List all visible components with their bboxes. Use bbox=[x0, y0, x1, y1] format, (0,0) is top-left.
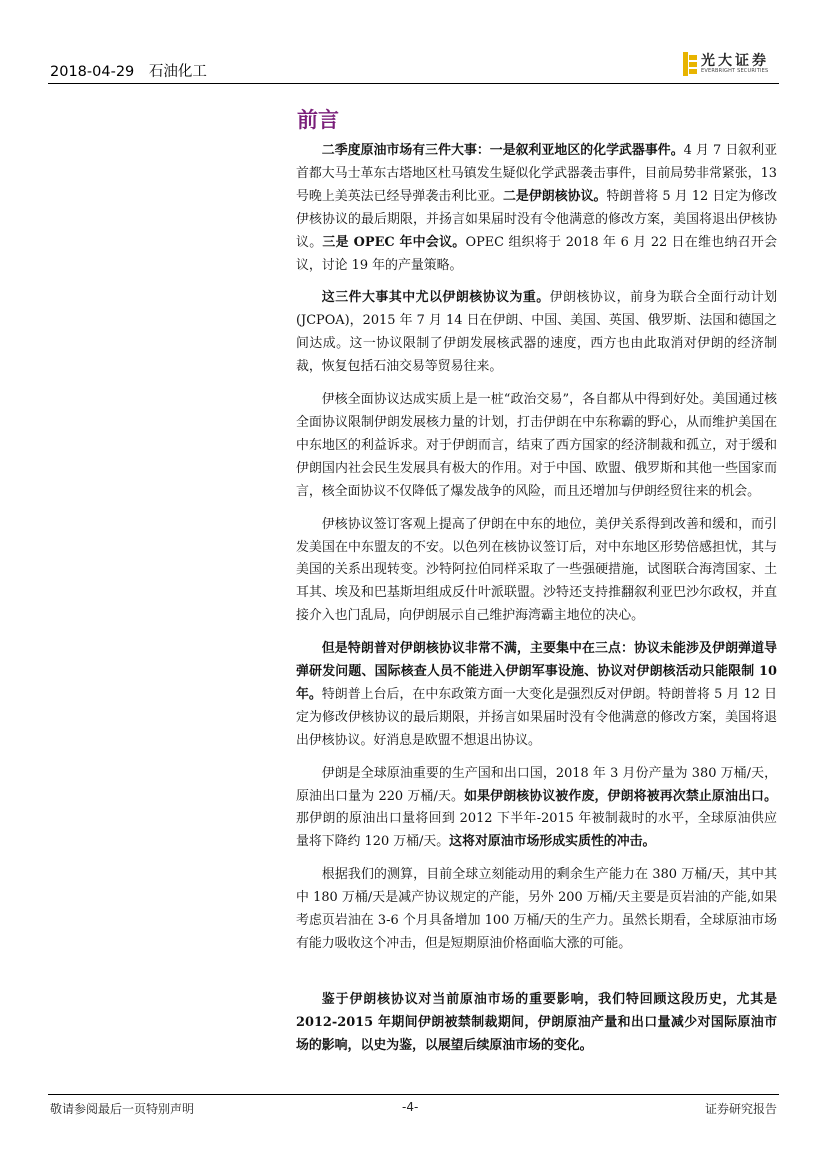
bold-text: 二季度原油市场有三件大事：一是叙利亚地区的化学武器事件。 bbox=[321, 143, 684, 158]
brand-logo bbox=[683, 50, 783, 80]
bold-text: 这三件大事其中尤以伊朗核协议为重。 bbox=[321, 290, 550, 306]
paragraph bbox=[296, 638, 777, 753]
brand-name: 光大证券 bbox=[701, 53, 769, 69]
text: 那伊朗的原油出口量将回到 2012 下半年-2015 年被制裁时的水平，全球原油供应量将下降约 120 万桶/天。 bbox=[296, 811, 777, 850]
report-header bbox=[50, 60, 207, 81]
brand-name-en: EVERBRIGHT SECURITIES bbox=[701, 68, 769, 74]
text: 特朗普上台后，在中东政策方面一大变化是强烈反对伊朗。特朗普将 5 月 12 日定为修改伊核协议的最后期限，并扬言如果届时没有令他满意的修改方案，美国将退出伊核协议。好消息是欧盟不想退出协议。 bbox=[296, 686, 777, 748]
footer-divider bbox=[48, 1094, 779, 1095]
text: 特朗普将 5 月 12 日定为修改伊核协议的最后期限，并扬言如果届时没有令他满意的修改方案，美国将退出伊核协议。 bbox=[296, 188, 778, 250]
bold-text: 如果伊朗核协议被作废，伊朗将被再次禁止原油出口。 bbox=[464, 788, 777, 804]
text: 伊核全面协议达成实质上是一桩“政治交易”，各自都从中得到好处。美国通过核全面协议限制伊朗发展核力量的计划，打击伊朗在中东称霸的野心，从而维护美国在中东地区的利益诉求。对于伊朗而言，结束了西方国家的经济制裁和孤立，对于缓和伊朗国内社会民生发展具有极大的作用。对于中国、欧盟、俄罗斯和其他一些国家而言，核全面协议不仅降低了爆发战争的风险，而且还增加与伊朗经贸往来的机会。 bbox=[296, 392, 777, 499]
paragraph bbox=[296, 287, 777, 379]
bold-text: 鉴于伊朗核协议对当前原油市场的重要影响，我们特回顾这段历史，尤其是 2012-2015 年期间伊朗被禁制裁期间，伊朗原油产量和出口量减少对国际原油市场的影响，以史为鉴，以展望后续原油市场的变化。 bbox=[296, 991, 777, 1053]
section-title: 前言 bbox=[297, 108, 339, 132]
paragraph bbox=[296, 763, 777, 855]
text: 伊朗是全球原油重要的生产国和出口国，2018 年 3 月份产量为 380 万桶/天，原油出口量为 220 万桶/天。 bbox=[296, 765, 777, 804]
bold-text: 三是 OPEC 年中会议。 bbox=[322, 234, 466, 250]
footer-disclaimer: 敬请参阅最后一页特别声明 bbox=[50, 1102, 195, 1116]
text: OPEC 组织将于 2018 年 6 月 22 日在维也纳召开会议，讨论 19 年的产量策略。 bbox=[296, 234, 778, 273]
paragraph bbox=[296, 140, 777, 277]
paragraph bbox=[296, 864, 777, 956]
header-divider bbox=[48, 83, 779, 84]
body-text bbox=[296, 140, 777, 1068]
page-number: -4- bbox=[402, 1100, 419, 1114]
brand-logo-mark-icon bbox=[683, 52, 697, 76]
report-sector: 石油化工 bbox=[148, 64, 207, 80]
paragraph bbox=[296, 989, 777, 1058]
report-date: 2018-04-29 bbox=[50, 64, 135, 80]
paragraph bbox=[296, 514, 777, 629]
text: 伊核协议签订客观上提高了伊朗在中东的地位，美伊关系得到改善和缓和，而引发美国在中东盟友的不安。以色列在核协议签订后，对中东地区形势倍感担忧，其与美国的关系出现转变。沙特阿拉伯同样采取了一些强硬措施，试图联合海湾国家、土耳其、埃及和巴基斯坦组成反什叶派联盟。沙特还支持推翻叙利亚巴沙尔政权，并直接介入也门乱局，向伊朗展示自己维护海湾霸主地位的决心。 bbox=[296, 516, 777, 624]
bold-text: 二是伊朗核协议。 bbox=[503, 188, 607, 204]
paragraph bbox=[296, 389, 777, 504]
text: 4 月 7 日叙利亚首都大马士革东古塔地区杜马镇发生疑似化学武器袭击事件，目前局势非常紧张，13 号晚上美英法已经导弹袭击利比亚。 bbox=[296, 143, 777, 204]
footer-report-type: 证券研究报告 bbox=[704, 1102, 777, 1116]
text: 伊朗核协议，前身为联合全面行动计划(JCPOA)，2015 年 7 月 14 日在伊朗、中国、美国、英国、俄罗斯、法国和德国之间达成。这一协议限制了伊朗发展核武器的速度，西方也由此取消对伊朗的经济制裁，恢复包括石油交易等贸易往来。 bbox=[296, 290, 778, 375]
bold-text: 这将对原油市场形成实质性的冲击。 bbox=[449, 834, 656, 850]
bold-text: 但是特朗普对伊朗核协议非常不满，主要集中在三点：协议未能涉及伊朗弹道导弹研发问题、国际核查人员不能进入伊朗军事设施、协议对伊朗核活动只能限制 10 年。 bbox=[296, 641, 777, 702]
text: 根据我们的测算，目前全球立刻能动用的剩余生产能力在 380 万桶/天，其中其中 180 万桶/天是减产协议规定的产能，另外 200 万桶/天主要是页岩油的产能,如果考虑页岩油在 3-6 个月具备增加 100 万桶/天的生产力。虽然长期看，全球原油市场有能力吸收这个冲击，但是短期原油价格面临大涨的可能。 bbox=[296, 867, 777, 951]
